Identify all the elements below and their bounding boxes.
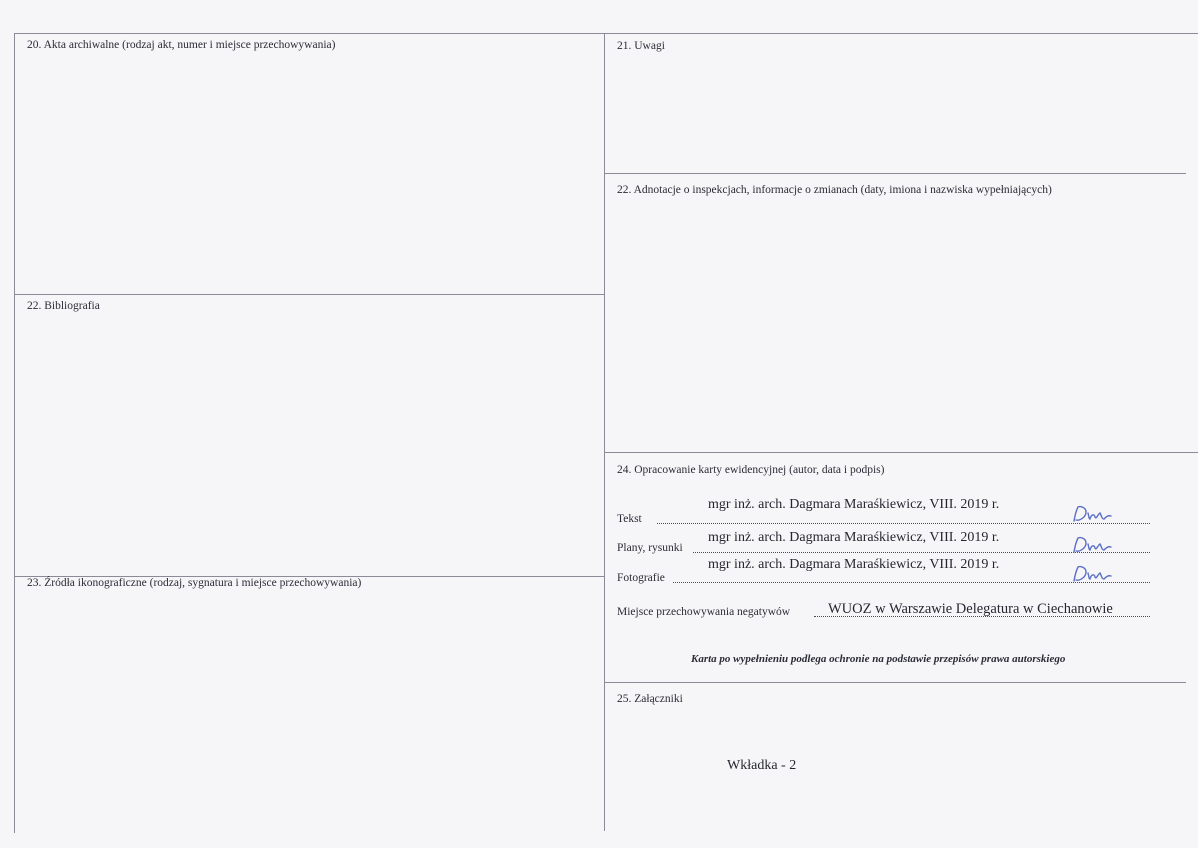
left-border: [14, 33, 15, 833]
photos-author-label: Fotografie: [617, 572, 665, 584]
top-border: [14, 33, 1198, 34]
section-22-inspection-notes: 22. Adnotacje o inspekcjach, informacje o zmianach (daty, imiona i nazwiska wypełniających): [617, 184, 1052, 196]
center-divider: [604, 33, 605, 831]
right-divider-1: [604, 173, 1186, 174]
section-22-bibliography: 22. Bibliografia: [27, 300, 100, 312]
right-divider-2: [604, 452, 1198, 453]
copyright-notice: Karta po wypełnieniu podlega ochronie na podstawie przepisów prawa autorskiego: [691, 653, 1066, 665]
text-author-value: mgr inż. arch. Dagmara Maraśkiewicz, VIII. 2019 r.: [708, 497, 1000, 512]
signature-initials-icon: [1071, 534, 1117, 556]
negatives-location-label: Miejsce przechowywania negatywów: [617, 606, 791, 618]
negatives-location-value: WUOZ w Warszawie Delegatura w Ciechanowie: [828, 601, 1113, 617]
signature-initials-icon: [1071, 563, 1117, 585]
photos-author-value: mgr inż. arch. Dagmara Maraśkiewicz, VIII. 2019 r.: [708, 557, 1000, 572]
plans-author-value: mgr inż. arch. Dagmara Maraśkiewicz, VIII. 2019 r.: [708, 530, 1000, 545]
insert-page-label: Wkładka - 2: [727, 758, 797, 773]
section-21-remarks: 21. Uwagi: [617, 40, 665, 52]
section-24-card-authorship: 24. Opracowanie karty ewidencyjnej (autor, data i podpis): [617, 464, 885, 476]
left-divider-1: [14, 294, 605, 295]
section-20-archival-records: 20. Akta archiwalne (rodzaj akt, numer i miejsce przechowywania): [27, 39, 336, 51]
section-23-iconographic-sources: 23. Źródła ikonograficzne (rodzaj, sygnatura i miejsce przechowywania): [27, 577, 362, 589]
text-author-label: Tekst: [617, 513, 642, 525]
signature-initials-icon: [1071, 503, 1117, 525]
right-divider-3: [604, 682, 1186, 683]
plans-author-label: Plany, rysunki: [617, 542, 683, 554]
section-25-attachments: 25. Załączniki: [617, 693, 683, 705]
